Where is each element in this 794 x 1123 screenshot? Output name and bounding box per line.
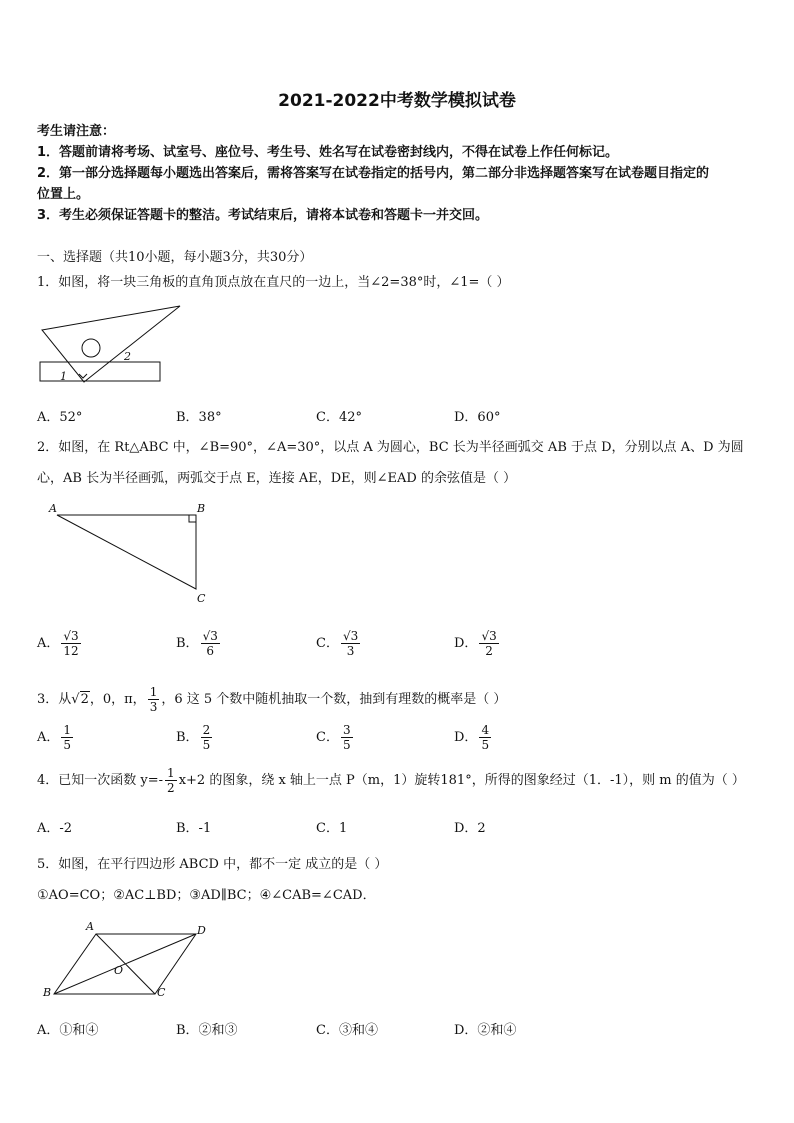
q1-figure-ruler-triangle — [38, 302, 168, 386]
question-2-text-line-2: 心，AB 长为半径画弧，两弧交于点 E，连接 AE，DE，则∠EAD 的余弦值是（ ） — [37, 471, 517, 486]
page-title: 2021-2022中考数学模拟试卷 — [278, 91, 516, 111]
q4-option-b[interactable]: B．-1 — [176, 821, 212, 836]
q2-option-c[interactable]: C． $\frac{√3}{3}$ — [316, 629, 359, 658]
q5-point-a-label: A — [86, 920, 94, 933]
section-heading: 一、选择题（共10小题，每小题3分，共30分） — [37, 250, 313, 265]
notice-item: 1．答题前请将考场、试室号、座位号、考生号、姓名写在试卷密封线内，不得在试卷上作任何标记。 — [37, 145, 619, 160]
q5-option-d[interactable]: D．②和④ — [454, 1023, 517, 1038]
q3-option-b[interactable]: B． $\frac{2}{5}$ — [176, 723, 211, 752]
q1-option-c[interactable]: C．42° — [316, 410, 362, 425]
q1-angle-2-label: 2 — [124, 350, 131, 363]
q1-option-b[interactable]: B．38° — [176, 410, 222, 425]
question-5-statements: ①AO=CO；②AC⊥BD；③AD∥BC；④∠CAB=∠CAD． — [37, 888, 376, 903]
question-5-text: 5．如图，在平行四边形 ABCD 中，都不一定 成立的是（ ） — [37, 857, 388, 872]
notice-item: 3．考生必须保证答题卡的整洁。考试结束后，请将本试卷和答题卡一并交回。 — [37, 208, 489, 223]
notice-item: 位置上。 — [37, 187, 90, 202]
q3-option-c[interactable]: C． $\frac{3}{5}$ — [316, 723, 351, 752]
q3-option-a[interactable]: A． $\frac{1}{5}$ — [37, 723, 72, 752]
q5-point-o-label: O — [114, 964, 124, 977]
q1-option-d[interactable]: D．60° — [454, 410, 501, 425]
q4-option-a[interactable]: A．-2 — [37, 821, 73, 836]
notice-item: 2．第一部分选择题每小题选出答案后，需将答案写在试卷指定的括号内，第二部分非选择题答案写在试卷题目指定的 — [37, 166, 710, 181]
q2-option-d[interactable]: D． $\frac{√3}{2}$ — [454, 629, 497, 658]
question-3-text: 3．从√2，0，π， $\frac{1}{3}$ ，6 这 5 个数中随机抽取一个数，抽到有理数的概率是（ ） — [37, 685, 507, 714]
q4-option-d[interactable]: D．2 — [454, 821, 486, 836]
q1-option-a[interactable]: A．52° — [37, 410, 83, 425]
q2-figure-right-triangle — [45, 500, 215, 610]
q2-point-b-label: B — [197, 502, 206, 515]
q5-point-d-label: D — [197, 924, 206, 937]
q5-point-c-label: C — [157, 986, 166, 999]
q5-option-b[interactable]: B．②和③ — [176, 1023, 238, 1038]
q2-point-a-label: A — [49, 502, 57, 515]
q2-point-c-label: C — [197, 592, 206, 605]
q4-option-c[interactable]: C．1 — [316, 821, 348, 836]
question-2-text-line-1: 2．如图，在 Rt△ABC 中，∠B=90°，∠A=30°，以点 A 为圆心，BC 长为半径画弧交 AB 于点 D，分别以点 A、D 为圆 — [37, 440, 744, 455]
q2-option-b[interactable]: B． $\frac{√3}{6}$ — [176, 629, 218, 658]
q2-option-a[interactable]: A． $\frac{√3}{12}$ — [37, 629, 79, 658]
question-4-text: 4．已知一次函数 y=- $\frac{1}{2}$ x+2 的图象，绕 x 轴上一点 P（m，1）旋转181°，所得的图象经过（1．-1），则 m 的值为（ ） — [37, 766, 745, 795]
question-1-text: 1．如图，将一块三角板的直角顶点放在直尺的一边上，当∠2=38°时，∠1=（ ） — [37, 275, 510, 290]
q5-figure-parallelogram — [40, 920, 220, 1000]
q5-option-c[interactable]: C．③和④ — [316, 1023, 378, 1038]
notice-heading: 考生请注意： — [37, 124, 116, 139]
q5-point-b-label: B — [43, 986, 52, 999]
q5-option-a[interactable]: A．①和④ — [37, 1023, 99, 1038]
q3-option-d[interactable]: D． $\frac{4}{5}$ — [454, 723, 490, 752]
q1-angle-1-label: 1 — [60, 370, 67, 383]
